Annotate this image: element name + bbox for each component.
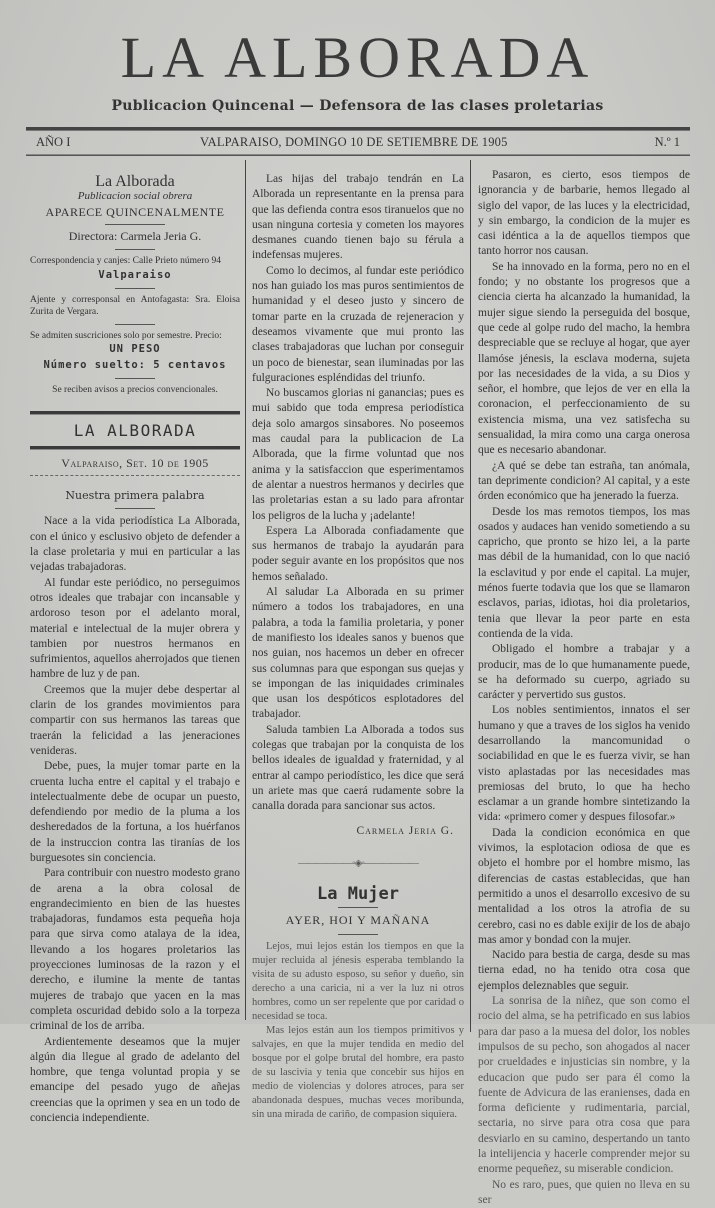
paragraph: No es raro, pues, que quien no lleva en su ser [478, 1178, 690, 1206]
paragraph: Lejos, mui lejos están los tiempos en que la mujer recluida al jénesis esperaba temblando la visita de su adusto esposo, su señor y dueño, sin derecho a una caricia, ni a ver la luz ni otros hombres, como un ser repelente que por caridad o necesidad se toca. [252, 940, 464, 1022]
masthead-subtitle: Publicacion Quincenal — Defensora de las clases proletarias [111, 98, 604, 114]
info-box-frequency: APARECE QUINCENALMENTE [45, 204, 225, 219]
paragraph: No buscamos glorias ni ganancias; pues es mui sabido que toda empresa periodística deja solo amargos sinsabores. No poseemos mas caudal para la publicacion de La Alborada, que la firme voluntad que nos anima y la satisfaccion que esperimentamos de alentar a nuestros hermanos y decirles que las proletarias estan a su lado para afrontar los peligros de la lucha y ¡adelante! [252, 387, 464, 522]
divider [115, 508, 155, 509]
info-box-title: La Alborada [95, 173, 175, 190]
section-rule-bottom [30, 446, 240, 450]
divider [115, 249, 155, 250]
paragraph: Ardientemente deseamos que la mujer algún dia llegue al grado de adelanto del hombre, que tenga voluntad propia y se emancipe del pesado yugo de añejas creencias que la oprimen y sea en un todo de conciencia independiente. [30, 1035, 240, 1125]
paragraph: Al saludar La Alborada en su primer número a todos los trabajadores, en una palabra, a toda la familia proletaria, y poner de manifiesto los ideales sanos y buenos que nos guian, nos hacemos un deber en ofrecer sus columnas para que espongan sus quejas y se impongan de las iniquidades criminales que usan los despóticos esplotadores del trabajador. [252, 586, 464, 721]
paragraph: Al fundar este periódico, no perseguimos otros ideales que trabajar con incansable y ardoroso teson por el adelanto moral, material e intelectual de la mujer obrera y tambien por nuestros hermanos en sufrimientos, aquellos aherrojados que tienen hambre de luz y de pan. [30, 576, 240, 681]
divider [338, 907, 378, 908]
paragraph: Dada la condicion económica en que vivimos, la esplotacion odiosa de que es objeto el hombre por el hombre mismo, las diferencias de castas establecidas, que han permitido a unos el desarrollo excesivo de su mentalidad a los otros la atrofia de su cerebro, casi no es dable exijir de los de abajo mas amor y bondad con la mujer. [478, 826, 690, 946]
info-box-subtitle: Publicacion social obrera [77, 190, 193, 203]
article-title: Nuestra primera palabra [65, 489, 205, 503]
paragraph: Mas lejos están aun los tiempos primitivos y salvajes, en que la mujer tendida en medio del bosque por el golpe brutal del hombre, era pasto de su lascivia y tenia que concebir sus hijos en medio de violencias y dolores atroces, para ser abandonada despues, muchas veces moribunda, sin una mirada de cariño, de compasion siquiera. [252, 1024, 464, 1120]
paragraph: Saluda tambien La Alborada a todos sus colegas que trabajan por la conquista de los bellos ideales de igualdad y fraternidad, y al entrar al campo periodístico, les dice que será un ariete mas que caerá rudamente sobre la canalla dorada para sancionar sus actos. [252, 723, 464, 813]
divider [115, 378, 155, 379]
paragraph: Obligado el hombre a trabajar y a producir, mas de lo que humanamente puede, se ha deformado su cuerpo, agriado su carácter y pervertido sus gustos. [478, 643, 690, 702]
issue-number: N.º 1 [654, 135, 680, 149]
column-2 [252, 160, 464, 1122]
paragraph: ¿A qué se debe tan estraña, tan anómala, tan deprimente condicion? Al capital, y a este órden económico que ha jenerado la fuerza. [478, 459, 690, 503]
paragraph: Espera La Alborada confiadamente que sus hermanos de trabajo la ayudarán para poder seguir avante en los propósitos que nos hemos señalado. [252, 524, 464, 583]
city: Valparaiso [98, 268, 172, 281]
place-date: VALPARAISO, DOMINGO 10 DE SETIEMBRE DE 1905 [200, 135, 508, 149]
ads-notice: Se reciben avisos a precios convencionales. [52, 385, 218, 396]
section-dateline: Valparaiso, Set. 10 de 1905 [61, 455, 209, 470]
paragraph: Se ha innovado en la forma, pero no en el fondo; y no obstante los progresos que a ciencia cierta ha alcanzado la humanidad, la mujer sigue siendo la perseguida del bosque, que cede al golpe rudo del macho, la hembra despreciable que se recluye al hogar, que ayer llamóse jénesis, la esclava moderna, sujeta por las necesidades de la vida, a su Dios y señor, el hombre, que lejos de ver en ella la coronacion, el perfeccionamiento de su existencia misma, una vez satisfecha su sensualidad, la mira como una carga onerosa que es necesario abandonar. [478, 260, 690, 457]
article-title: La Mujer [317, 884, 399, 905]
ornament-divider: ——————◦◈◦—————— [298, 857, 418, 869]
divider [338, 934, 378, 935]
paragraph: Creemos que la mujer debe despertar al clarin de los grandes movimientos para compartir con sus hermanos las tareas que traerán la felicidad a las jeneraciones venideras. [30, 683, 240, 757]
agent: Ajente y corresponsal en Antofagasta: Sra. Eloisa Zurita de Vergara. [30, 294, 240, 318]
info-box [30, 174, 240, 397]
paragraph: Para contribuir con nuestro modesto grano de arena a la obra colosal de engrandecimiento en bien de las huestes trabajadoras, fundamos esta pequeña hoja para que sirva como atalaya de la idea, llevando a los hogares proletarios las proyecciones luminosas de la razon y el derecho, e ilumine la mente de tantas mujeres de trabajo que yacen en la mas completa oscuridad debido solo a la torpeza criminal de los de arriba. [30, 867, 240, 1033]
paragraph: Pasaron, es cierto, esos tiempos de ignorancia y de barbarie, hemos llegado al siglo del vapor, de las luces y la electricidad, y sin embargo, la condicion de la mujer es casi idéntica a la de aquellos tiempos que tanto horror nos causan. [478, 169, 690, 258]
paragraph: La sonrisa de la niñez, que son como el rocio del alma, se ha petrificado en sus labios para dar paso a la muesa del dolor, los nobles impulsos de su pecho, son ahogados al nacer por crueldades e injusticias sin nombre, y la educacion que pudo ser para él como la fuente de Advicura de las eranienses, dada en forma deficiente y rudimentaria, parcial, sectaria, no sirve para otra cosa que para desviarlo en su camino, despertando un tanto la intelijencia y hacerle comprender mejor su enorme pequeñez, su miserable condicion. [478, 995, 690, 1176]
paragraph: Como lo decimos, al fundar este periódico nos han guiado los mas puros sentimientos de humanidad y el deseo justo y sincero de tomar parte en la cruzada de rejeneracion y deseamos vivamente que mui pronto las clases trabajadoras que luchan por conseguir un poco de bienestar, sean iluminadas por las fulguraciones espléndidas del triunfo. [252, 264, 464, 384]
column-divider-2 [470, 160, 471, 1032]
masthead-title: LA ALBORADA [120, 25, 595, 90]
column-divider-1 [245, 160, 246, 1020]
paragraph: Desde los mas remotos tiempos, los mas osados y audaces han venido sometiendo a su capricho, que pronto se hizo lei, a la parte mas débil de la humanidad, con lo que nació la esclavitud y por ende el capital. La mujer, ménos fuerte todavia que los que se llamaron esclavos, parias, idiotas, hoi dia proletarios, tenia que llevar la peor parte en esta contienda de la vida. [478, 505, 690, 640]
correspondence: Correspondencia y canjes: Calle Prieto número 94 [30, 256, 222, 267]
header-rule-bottom [26, 154, 690, 156]
column-1 [30, 160, 240, 1126]
section-rule-top [30, 411, 240, 415]
subscriptions: Se admiten suscriciones solo por semestre. Precio: [30, 330, 222, 341]
divider [115, 324, 155, 325]
section-header: LA ALBORADA [73, 420, 197, 440]
paragraph: Las hijas del trabajo tendrán en La Alborada un representante en la prensa para que las defienda contra esos tiranuelos que no usan ninguna cortesia y cometen los mayores desmanes cuando tienen bajo su férula a indefensas mujeres. [252, 173, 464, 262]
paragraph: Nacido para bestia de carga, desde su mas tierna edad, no ha tenido otra cosa que ejemplos deleznables que seguir. [478, 949, 690, 992]
article-subtitle: AYER, HOI Y MAÑANA [285, 913, 431, 928]
director: Directora: Carmela Jeria G. [68, 228, 202, 243]
signature: Carmela Jeria G. [356, 825, 454, 838]
paragraph: Los nobles sentimientos, innatos el ser humano y que a traves de los siglos ha venido desarrollando la mancomunidad o sociabilidad en que le es fuerza vivir, se han visto aplastadas por las necesidades mas premiosas del bruto, lo que ha hecho esclamar a un grande hombre sintetizando la vida: «primero comer y despues filosofar.» [478, 704, 690, 824]
single-issue-price: Número suelto: 5 centavos [43, 358, 227, 371]
paragraph: Debe, pues, la mujer tomar parte en la cruenta lucha entre el capital y el trabajo e intelectualmente debe de ocupar un puesto, defendiendo por medio de la pluma a los desheredados de la fortuna, a los huérfanos de la instruccion contra las tiranías de los burguesotes sin conciencia. [30, 760, 240, 864]
price: UN PESO [109, 343, 161, 356]
divider [115, 288, 155, 289]
paragraph: Nace a la vida periodística La Alborada, con el único y esclusivo objeto de defender a la clase proletaria y mui en particular a las vejadas trabajadoras. [30, 515, 240, 574]
column-3 [478, 160, 690, 1208]
divider [105, 224, 165, 225]
wavy-rule [30, 475, 240, 478]
year-label: AÑO I [36, 135, 71, 149]
dateline [26, 135, 690, 151]
header-rule-top [26, 127, 690, 131]
